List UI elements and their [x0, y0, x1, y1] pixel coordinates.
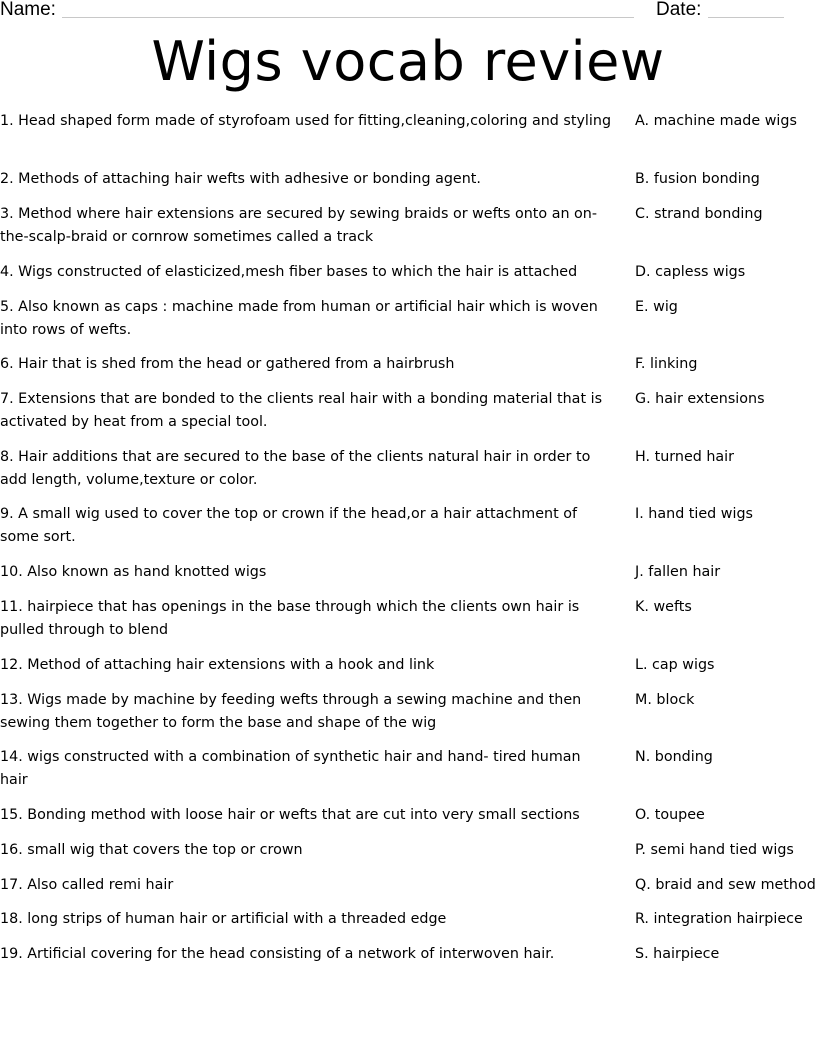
clue-text: 15. Bonding method with loose hair or wefts that are cut into very small sections: [0, 807, 580, 823]
clue-text: 7. Extensions that are bonded to the clients real hair with a bonding material that is activated by heat from a special tool.: [0, 391, 603, 430]
clue-text: 8. Hair additions that are secured to the base of the clients natural hair in order to add length, volume,texture or color.: [0, 449, 591, 488]
clue-text: 9. A small wig used to cover the top or crown if the head,or a hair attachment of some sort.: [0, 506, 578, 545]
answer-option: M. block: [635, 692, 695, 708]
answer-option: D. capless wigs: [635, 264, 746, 280]
answer-option: C. strand bonding: [635, 206, 763, 222]
clue-text: 2. Methods of attaching hair wefts with adhesive or bonding agent.: [0, 171, 481, 187]
answer-option: L. cap wigs: [635, 657, 715, 673]
worksheet-header: [0, 0, 816, 24]
clue-text: 5. Also known as caps : machine made from human or artificial hair which is woven into rows of wefts.: [0, 299, 598, 338]
date-field-line[interactable]: [708, 17, 784, 18]
clue-text: 17. Also called remi hair: [0, 877, 174, 893]
clue-text: 6. Hair that is shed from the head or gathered from a hairbrush: [0, 356, 455, 372]
date-label: Date:: [656, 0, 702, 20]
clue-text: 16. small wig that covers the top or crown: [0, 842, 303, 858]
answer-option: A. machine made wigs: [635, 113, 797, 129]
answer-option: E. wig: [635, 299, 678, 315]
clue-text: 12. Method of attaching hair extensions with a hook and link: [0, 657, 435, 673]
clue-text: 19. Artificial covering for the head consisting of a network of interwoven hair.: [0, 946, 555, 962]
name-label: Name:: [0, 0, 56, 20]
answer-option: J. fallen hair: [635, 564, 721, 580]
clue-text: 14. wigs constructed with a combination of synthetic hair and hand- tired human hair: [0, 749, 581, 788]
page-title: Wigs vocab review: [151, 30, 665, 93]
clue-text: 3. Method where hair extensions are secured by sewing braids or wefts onto an on-the-scalp-braid or cornrow sometimes called a track: [0, 206, 598, 245]
name-field-line[interactable]: [62, 17, 634, 18]
answer-option: H. turned hair: [635, 449, 735, 465]
clue-text: 10. Also known as hand knotted wigs: [0, 564, 267, 580]
answer-option: O. toupee: [635, 807, 705, 823]
answer-option: P. semi hand tied wigs: [635, 842, 794, 858]
clue-text: 13. Wigs made by machine by feeding wefts through a sewing machine and then sewing them together to form the base and shape of the wig: [0, 692, 582, 731]
clue-text: 4. Wigs constructed of elasticized,mesh fiber bases to which the hair is attached: [0, 264, 578, 280]
clue-text: 1. Head shaped form made of styrofoam used for fitting,cleaning,coloring and styling: [0, 113, 612, 129]
answer-option: R. integration hairpiece: [635, 911, 803, 927]
answer-option: F. linking: [635, 356, 698, 372]
answer-option: I. hand tied wigs: [635, 506, 753, 522]
answer-option: K. wefts: [635, 599, 692, 615]
answer-option: G. hair extensions: [635, 391, 765, 407]
answer-option: S. hairpiece: [635, 946, 720, 962]
clue-text: 18. long strips of human hair or artificial with a threaded edge: [0, 911, 447, 927]
answer-option: Q. braid and sew method: [635, 877, 816, 893]
answer-option: N. bonding: [635, 749, 713, 765]
clue-text: 11. hairpiece that has openings in the base through which the clients own hair is pulled through to blend: [0, 599, 580, 638]
answer-option: B. fusion bonding: [635, 171, 760, 187]
